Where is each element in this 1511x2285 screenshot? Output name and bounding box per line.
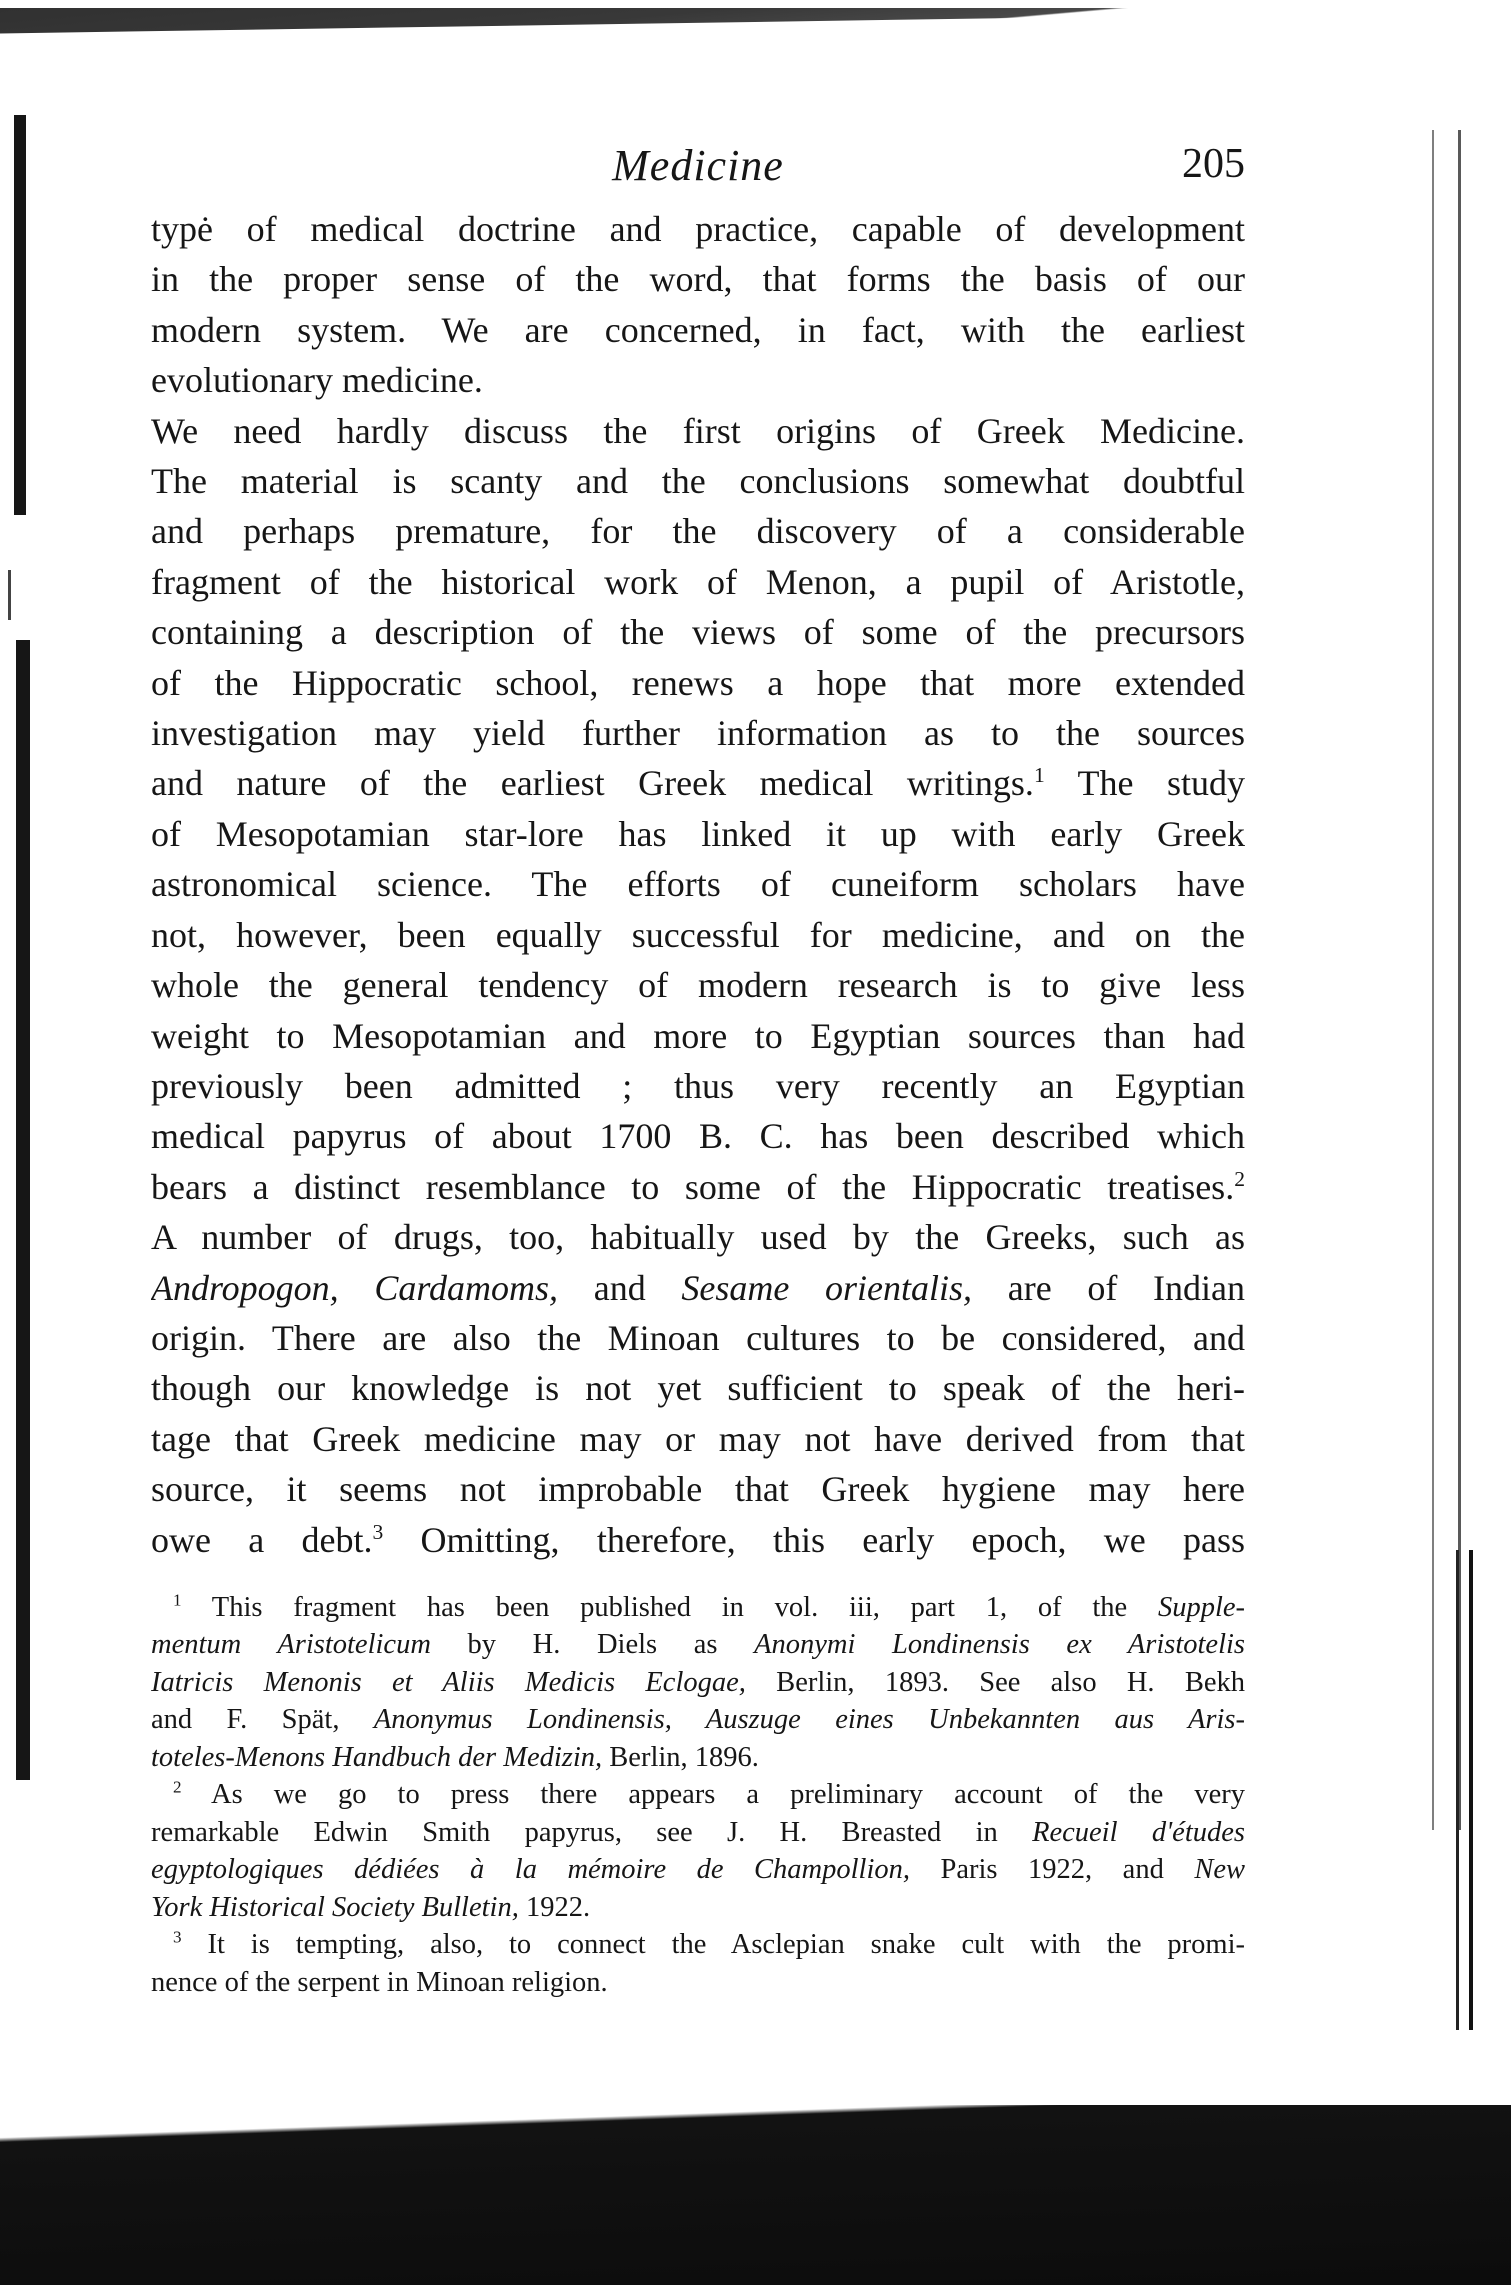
text-line: previously been admitted ; thus very recently an Egyptian [151,1065,1245,1106]
footnote-line [151,1701,1245,1739]
text-line: fragment of the historical work of Menon, a pupil of Aristotle, [151,561,1245,602]
text-line: weight to Mesopotamian and more to Egyptian sources than had [151,1015,1245,1056]
text-line-part: are of Indian [972,1267,1245,1308]
text-line: not, however, been equally successful for medicine, and on the [151,914,1245,955]
text-line: A number of drugs, too, habitually used by the Greeks, such as [151,1217,1245,1258]
footnote-text: by H. Diels as [430,1629,755,1661]
footnote-text: Berlin, 1896. [602,1741,759,1773]
footnote-line [151,1589,1245,1627]
text-line [151,1263,1245,1313]
text-line: evolutionary medicine. [151,360,483,401]
text-line-part: The study [1044,763,1245,804]
text-line [151,758,1245,808]
footnote-marker: 3 [173,1927,182,1947]
text-line: of the Hippocratic school, renews a hope that more extended [151,662,1245,703]
text-italic: Andropogon, Cardamoms, [151,1267,559,1308]
footnote-line [151,1626,1245,1664]
footnotes [151,1589,1245,2002]
running-title: Medicine [612,141,784,190]
footnote-line [151,1776,1245,1814]
text-line: whole the general tendency of modern research is to give less [151,965,1245,1006]
footnote-text: remarkable Edwin Smith papyrus, see J. H. Breasted in [151,1816,1033,1848]
text-line-part: and nature of the earliest Greek medical writings. [151,763,1034,804]
scan-left-edge-shadow [14,115,26,515]
text-line: We need hardly discuss the first origins of Greek Medicine. [151,410,1245,451]
text-line: astronomical science. The efforts of cuneiform scholars have [151,864,1245,905]
footnote-italic: Supple- [1157,1591,1245,1623]
text-line: typė of medical doctrine and practice, capable of development [151,209,1245,249]
footnote-italic: New [1194,1854,1245,1886]
text-line: medical papyrus of about 1700 B. C. has been described which [151,1116,1245,1157]
footnote-text: Berlin, 1893. See also H. Bekh [745,1666,1245,1698]
footnote-text: Paris 1922, and [910,1854,1195,1886]
footnote-line [151,1814,1245,1852]
footnote-ref-2[interactable]: 2 [1234,1166,1245,1191]
text-line [151,1162,1245,1212]
text-line [151,1515,1245,1565]
text-line: in the proper sense of the word, that forms the basis of our [151,259,1245,300]
text-line: and perhaps premature, for the discovery of a considerable [151,511,1245,552]
text-line: though our knowledge is not yet sufficient to speak of the heri- [151,1368,1245,1409]
footnote-line [151,1664,1245,1702]
body-text [151,204,1245,1565]
footnote-line [151,1889,1245,1927]
scan-right-edge-lines-lower [1456,1550,1473,2030]
text-line-part: owe a debt. [151,1519,373,1560]
book-page [151,140,1245,2001]
scan-left-edge-shadow-lower [16,640,30,1780]
text-line: origin. There are also the Minoan cultures to be considered, and [151,1317,1245,1358]
footnote-ref-3[interactable]: 3 [372,1519,384,1544]
text-line: of Mesopotamian star-lore has linked it up with early Greek [151,813,1245,854]
scan-left-edge-mark [8,570,11,620]
footnote-text: and F. Spät, [151,1704,374,1736]
footnote-line [151,1851,1245,1889]
text-line: containing a description of the views of some of the precursors [151,612,1245,653]
footnote-line [151,1926,1245,1964]
text-line: source, it seems not improbable that Greek hygiene may here [151,1469,1245,1510]
footnote-ref-1[interactable]: 1 [1033,763,1045,788]
footnote-italic: mentum Aristotelicum [151,1629,431,1661]
footnote-3 [151,1926,1245,2001]
footnote-italic: egyptologiques dédiées à la mémoire de Champollion, [151,1854,911,1886]
text-line-part: bears a distinct resemblance to some of the Hippocratic treatises. [151,1166,1235,1207]
text-line: investigation may yield further information as to the sources [151,713,1245,754]
text-line-part: and [558,1267,682,1308]
text-line-part: Omitting, therefore, this early epoch, we pass [383,1519,1245,1560]
page-number: 205 [1182,141,1245,187]
running-head [151,140,1245,204]
text-italic: Sesame orientalis, [681,1267,973,1308]
footnote-italic: Anonymus Londinensis, Auszuge eines Unbekannten aus Aris- [373,1704,1245,1736]
footnote-line [151,1964,1245,2002]
footnote-italic: toteles-Menons Handbuch der Medizin, [151,1741,603,1773]
footnote-1 [151,1589,1245,1777]
footnote-text: As we go to press there appears a preliminary account of the very [181,1779,1245,1811]
footnote-2 [151,1776,1245,1926]
footnote-line [151,1739,1245,1777]
footnote-marker: 1 [173,1590,182,1610]
footnote-text: nence of the serpent in Minoan religion. [151,1966,608,1998]
footnote-text: This fragment has been published in vol. iii, part 1, of the [181,1591,1158,1623]
footnote-italic: Iatricis Menonis et Aliis Medicis Eclogae, [151,1666,746,1698]
footnote-italic: Anonymi Londinensis ex Aristotelis [754,1629,1245,1661]
footnote-italic: York Historical Society Bulletin, [151,1891,519,1923]
text-line: modern system. We are concerned, in fact, with the earliest [151,309,1245,350]
footnote-text: It is tempting, also, to connect the Asclepian snake cult with the promi- [181,1929,1245,1961]
footnote-italic: Recueil d'études [1032,1816,1245,1848]
text-line: The material is scanty and the conclusions somewhat doubtful [151,461,1245,502]
footnote-text: 1922. [518,1891,591,1923]
footnote-marker: 2 [173,1777,182,1797]
scan-bottom-edge-shadow [0,2105,1511,2285]
text-line: tage that Greek medicine may or may not have derived from that [151,1418,1245,1459]
